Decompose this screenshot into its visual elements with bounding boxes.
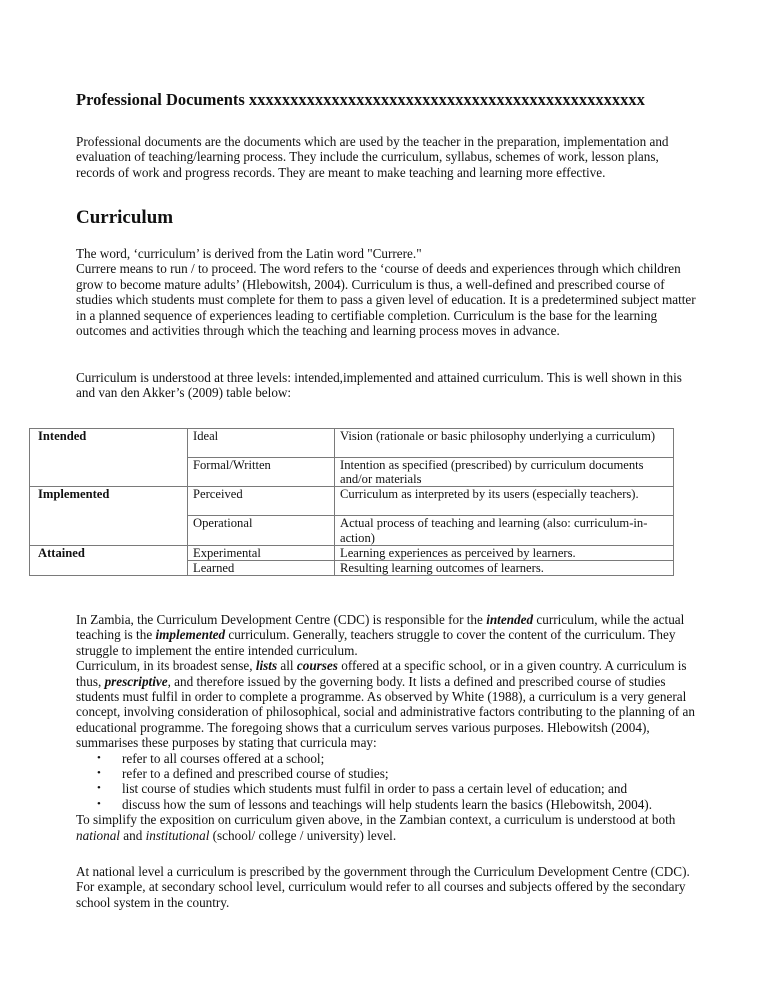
description-cell: Vision (rationale or basic philosophy underlying a curriculum) [335, 429, 674, 458]
national-level-paragraph [76, 864, 696, 910]
table-row [30, 487, 674, 516]
text-run: curriculum. Generally, teachers struggle to cover the content of the curriculum. They struggle to implement the entire intended curriculum. [76, 627, 676, 658]
intro-text: Professional documents are the documents which are used by the teacher in the preparation, implementation and evaluation of teaching/learning process. They include the curriculum, syllabus, schemes of work, lesson plans, records of work and progress records. They are meant to make teaching and learning more effective. [76, 134, 669, 180]
form-cell: Ideal [188, 429, 335, 458]
list-item-text: refer to all courses offered at a school; [122, 750, 325, 766]
level-cell: Intended [30, 429, 188, 487]
emphasis-prescriptive: prescriptive [104, 673, 168, 689]
zambia-paragraph-3 [76, 812, 696, 843]
level-cell: Attained [30, 545, 188, 575]
form-cell: Learned [188, 561, 335, 576]
emphasis-institutional: institutional [145, 827, 210, 843]
form-cell: Operational [188, 516, 335, 545]
text-run: curriculum, while the actual teaching is the [76, 612, 685, 643]
intro-paragraph [76, 134, 696, 180]
bullet-icon: • [97, 751, 101, 764]
zambia-paragraph-2 [76, 658, 696, 750]
form-cell: Experimental [188, 545, 335, 560]
list-item-text: discuss how the sum of lessons and teachings will help students learn the basics (Hlebowitsh, 2004). [122, 796, 652, 812]
text-run: all [277, 658, 297, 674]
description-cell: Curriculum as interpreted by its users (especially teachers). [335, 487, 674, 516]
list-item [76, 766, 696, 781]
national-level-text: At national level a curriculum is prescribed by the government through the Curriculum Development Centre (CDC). For example, at secondary school level, curriculum would refer to all courses and subjects offered by the secondary school system in the country. [76, 864, 690, 910]
emphasis-implemented: implemented [155, 627, 226, 643]
description-cell: Actual process of teaching and learning (also: curriculum-in- action) [335, 516, 674, 545]
curriculum-levels-table [29, 428, 674, 576]
document-title: Professional Documents xxxxxxxxxxxxxxxxxxxxxxxxxxxxxxxxxxxxxxxxxxxxxxxx [76, 90, 645, 109]
definition-first-line: The word, ‘curriculum’ is derived from the Latin word "Currere." [76, 246, 422, 261]
description-cell: Resulting learning outcomes of learners. [335, 561, 674, 576]
curriculum-definition [76, 246, 696, 338]
form-cell: Perceived [188, 487, 335, 516]
level-cell: Implemented [30, 487, 188, 545]
list-item-text: list course of studies which students must fulfil in order to pass a certain level of education; and [122, 781, 628, 797]
text-run: offered at a specific school, or in a given country. A curriculum is thus, [76, 658, 687, 689]
levels-intro-text: Curriculum is understood at three levels: intended,implemented and attained curriculum. This is well shown in this and van den Akker’s (2009) table below: [76, 370, 682, 401]
list-item [76, 781, 696, 796]
bullet-icon: • [97, 782, 101, 795]
text-run: and [119, 827, 146, 843]
purposes-list [76, 751, 696, 813]
levels-intro-paragraph [76, 370, 696, 401]
list-item-text: refer to a defined and prescribed course of studies; [122, 766, 389, 782]
text-run: To simplify the exposition on curriculum given above, in the Zambian context, a curriculum is understood at both [76, 812, 676, 828]
text-run: Curriculum, in its broadest sense, [76, 658, 256, 674]
list-item [76, 751, 696, 766]
table-row [30, 545, 674, 560]
definition-body: Currere means to run / to proceed. The word refers to the ‘course of deeds and experiences through which children grow to become mature adults’ (Hlebowitsh, 2004). Curriculum is thus, a well-defined and prescribed course of studies which students must complete for them to pass a given level of education. It is a predetermined subject matter in a planned sequence of experiences leading to certifiable completion. Curriculum is the base for the learning outcomes and activities through which the teaching and learning process moves in advance. [76, 261, 696, 339]
zambia-paragraph-1 [76, 612, 696, 658]
text-run: (school/ college / university) level. [209, 827, 397, 843]
text-run: In Zambia, the Curriculum Development Centre (CDC) is responsible for the [76, 612, 487, 627]
bullet-icon: • [97, 767, 101, 780]
description-cell: Learning experiences as perceived by learners. [335, 545, 674, 560]
emphasis-intended: intended [486, 612, 534, 627]
section-heading-curriculum: Curriculum [76, 207, 174, 228]
form-cell: Formal/Written [188, 458, 335, 487]
list-item [76, 797, 696, 812]
table-row [30, 429, 674, 458]
emphasis-courses: courses [296, 658, 338, 674]
bullet-icon: • [97, 797, 101, 810]
emphasis-national: national [76, 827, 120, 843]
text-run: , and therefore issued by the governing body. It lists a defined and prescribed course of studies students must fulfil in order to complete a programme. As observed by White (1988), a curriculum is a very general concept, involving consideration of philosophical, social and administrative factors contributing to the planning of an educational programme. The foregoing shows that a curriculum serves various purposes. Hlebowitsh (2004), summarises these purposes by stating that curricula may: [76, 673, 695, 751]
emphasis-lists: lists [255, 658, 278, 674]
description-cell: Intention as specified (prescribed) by curriculum documents and/or materials [335, 458, 674, 487]
zambia-section [76, 612, 696, 843]
